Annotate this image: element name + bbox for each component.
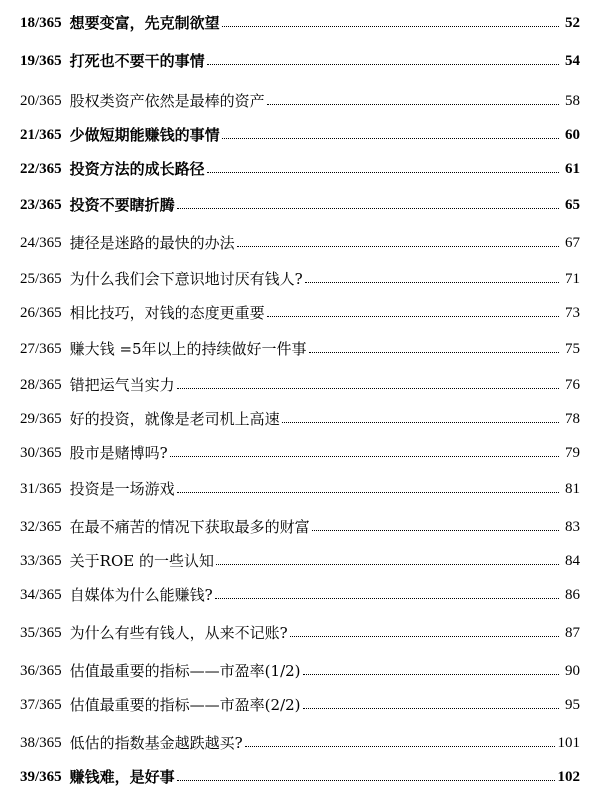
entry-page-number: 95 bbox=[565, 697, 580, 713]
entry-number: 34/365 bbox=[20, 587, 62, 603]
entry-title: 赚钱难，是好事 bbox=[69, 768, 175, 786]
entry-number: 31/365 bbox=[20, 481, 62, 497]
toc-entry bbox=[20, 402, 580, 428]
dot-leader bbox=[237, 246, 559, 247]
entry-number: 20/365 bbox=[20, 93, 62, 109]
entry-number: 36/365 bbox=[20, 663, 62, 679]
toc-entry bbox=[20, 544, 580, 570]
toc-entry bbox=[20, 510, 580, 536]
dot-leader bbox=[207, 172, 559, 173]
dot-leader bbox=[177, 492, 559, 493]
entry-number: 30/365 bbox=[20, 445, 62, 461]
toc-entry bbox=[20, 368, 580, 394]
toc-entry bbox=[20, 44, 580, 70]
dot-leader bbox=[267, 316, 559, 317]
entry-title: 想要变富，先克制欲望 bbox=[69, 14, 220, 32]
entry-number: 18/365 bbox=[20, 15, 62, 31]
entry-title: 为什么有些有钱人，从来不记账? bbox=[69, 624, 288, 642]
entry-page-number: 75 bbox=[565, 341, 580, 357]
dot-leader bbox=[170, 456, 559, 457]
entry-title: 赚大钱 =5年以上的持续做好一件事 bbox=[69, 340, 307, 358]
entry-number: 33/365 bbox=[20, 553, 62, 569]
entry-page-number: 83 bbox=[565, 519, 580, 535]
dot-leader bbox=[207, 64, 559, 65]
dot-leader bbox=[216, 564, 559, 565]
toc-entry bbox=[20, 726, 580, 752]
entry-title: 为什么我们会下意识地讨厌有钱人? bbox=[69, 270, 303, 288]
dot-leader bbox=[303, 674, 559, 675]
toc-entry bbox=[20, 226, 580, 252]
toc-entry bbox=[20, 436, 580, 462]
entry-page-number: 87 bbox=[565, 625, 580, 641]
entry-number: 35/365 bbox=[20, 625, 62, 641]
entry-title: 好的投资，就像是老司机上高速 bbox=[69, 410, 280, 428]
entry-title: 投资不要瞎折腾 bbox=[69, 196, 175, 214]
entry-title: 股权类资产依然是最棒的资产 bbox=[69, 92, 265, 110]
dot-leader bbox=[222, 26, 559, 27]
entry-page-number: 52 bbox=[565, 15, 580, 31]
entry-title: 估值最重要的指标——市盈率(2/2) bbox=[69, 696, 301, 714]
entry-number: 25/365 bbox=[20, 271, 62, 287]
toc-entry bbox=[20, 262, 580, 288]
entry-title: 在最不痛苦的情况下获取最多的财富 bbox=[69, 518, 310, 536]
entry-number: 39/365 bbox=[20, 769, 62, 785]
entry-number: 32/365 bbox=[20, 519, 62, 535]
entry-page-number: 90 bbox=[565, 663, 580, 679]
entry-number: 26/365 bbox=[20, 305, 62, 321]
entry-page-number: 61 bbox=[565, 161, 580, 177]
toc-entry bbox=[20, 760, 580, 786]
entry-number: 23/365 bbox=[20, 197, 62, 213]
entry-number: 28/365 bbox=[20, 377, 62, 393]
entry-title: 估值最重要的指标——市盈率(1/2) bbox=[69, 662, 301, 680]
entry-page-number: 65 bbox=[565, 197, 580, 213]
entry-page-number: 60 bbox=[565, 127, 580, 143]
entry-title: 错把运气当实力 bbox=[69, 376, 175, 394]
toc-entry bbox=[20, 332, 580, 358]
dot-leader bbox=[222, 138, 559, 139]
toc-entry bbox=[20, 616, 580, 642]
entry-number: 21/365 bbox=[20, 127, 62, 143]
dot-leader bbox=[305, 282, 559, 283]
entry-page-number: 101 bbox=[557, 735, 580, 751]
entry-page-number: 102 bbox=[557, 769, 580, 785]
toc-entry bbox=[20, 472, 580, 498]
dot-leader bbox=[303, 708, 559, 709]
entry-title: 低估的指数基金越跌越买? bbox=[69, 734, 243, 752]
entry-page-number: 81 bbox=[565, 481, 580, 497]
toc-entry bbox=[20, 296, 580, 322]
entry-title: 捷径是迷路的最快的办法 bbox=[69, 234, 235, 252]
toc-entry bbox=[20, 654, 580, 680]
entry-page-number: 86 bbox=[565, 587, 580, 603]
entry-number: 37/365 bbox=[20, 697, 62, 713]
entry-page-number: 58 bbox=[565, 93, 580, 109]
toc-entry bbox=[20, 688, 580, 714]
toc-entry bbox=[20, 578, 580, 604]
toc-entry bbox=[20, 118, 580, 144]
entry-number: 24/365 bbox=[20, 235, 62, 251]
toc-entry bbox=[20, 84, 580, 110]
entry-page-number: 71 bbox=[565, 271, 580, 287]
dot-leader bbox=[245, 746, 555, 747]
entry-number: 22/365 bbox=[20, 161, 62, 177]
entry-page-number: 67 bbox=[565, 235, 580, 251]
entry-title: 投资是一场游戏 bbox=[69, 480, 175, 498]
entry-page-number: 73 bbox=[565, 305, 580, 321]
dot-leader bbox=[290, 636, 559, 637]
dot-leader bbox=[177, 780, 555, 781]
entry-title: 股市是赌博吗? bbox=[69, 444, 168, 462]
entry-page-number: 84 bbox=[565, 553, 580, 569]
entry-number: 38/365 bbox=[20, 735, 62, 751]
entry-number: 29/365 bbox=[20, 411, 62, 427]
entry-title: 少做短期能赚钱的事情 bbox=[69, 126, 220, 144]
entry-page-number: 78 bbox=[565, 411, 580, 427]
toc-entry bbox=[20, 188, 580, 214]
toc-entry bbox=[20, 6, 580, 32]
entry-title: 关于ROE 的一些认知 bbox=[69, 552, 214, 570]
entry-number: 27/365 bbox=[20, 341, 62, 357]
dot-leader bbox=[312, 530, 559, 531]
dot-leader bbox=[215, 598, 559, 599]
entry-title: 自媒体为什么能赚钱? bbox=[69, 586, 213, 604]
toc-entry bbox=[20, 152, 580, 178]
dot-leader bbox=[282, 422, 559, 423]
dot-leader bbox=[177, 388, 559, 389]
entry-page-number: 79 bbox=[565, 445, 580, 461]
dot-leader bbox=[177, 208, 559, 209]
dot-leader bbox=[267, 104, 559, 105]
entry-title: 相比技巧，对钱的态度更重要 bbox=[69, 304, 265, 322]
entry-title: 打死也不要干的事情 bbox=[69, 52, 205, 70]
entry-number: 19/365 bbox=[20, 53, 62, 69]
dot-leader bbox=[309, 352, 559, 353]
entry-page-number: 76 bbox=[565, 377, 580, 393]
entry-title: 投资方法的成长路径 bbox=[69, 160, 205, 178]
entry-page-number: 54 bbox=[565, 53, 580, 69]
